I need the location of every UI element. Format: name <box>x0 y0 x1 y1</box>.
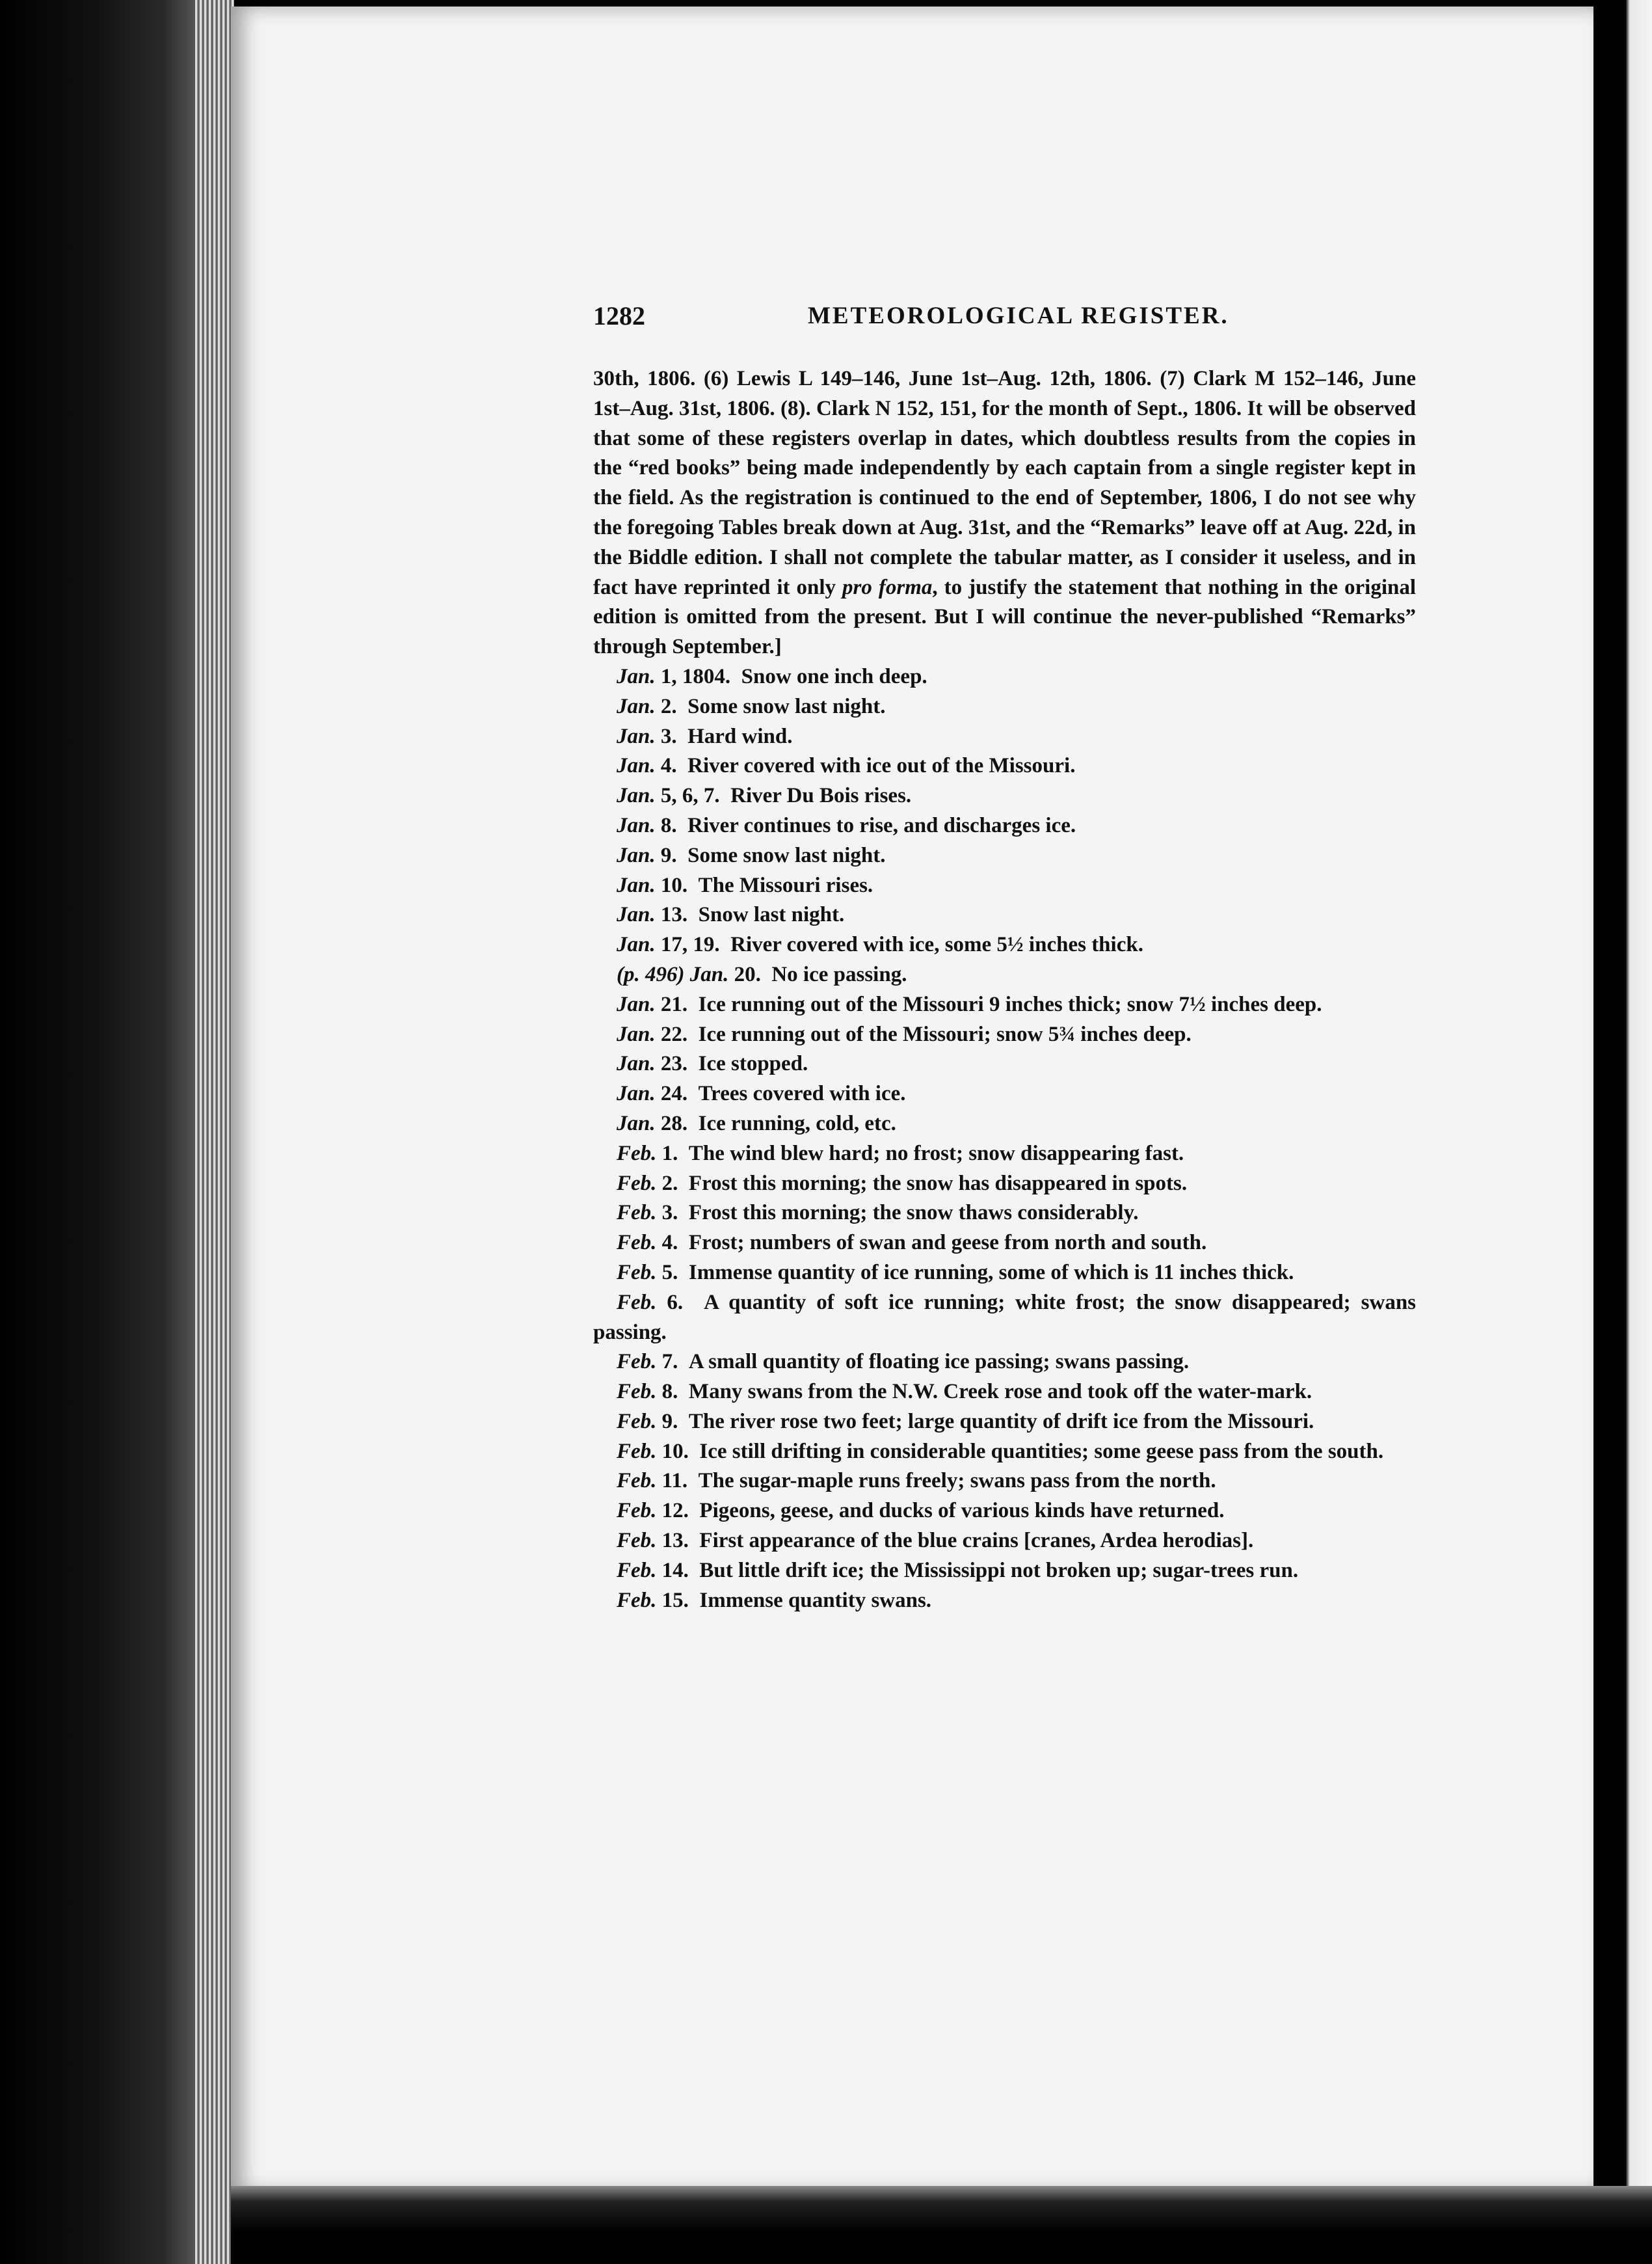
register-entry <box>593 1049 1416 1079</box>
register-entry <box>593 960 1416 990</box>
register-entry <box>593 1139 1416 1169</box>
entry-month: Feb. <box>617 1260 657 1284</box>
entry-month: Jan. <box>617 992 656 1016</box>
entry-text: But little drift ice; the Mississippi not broken up; sugar-trees run. <box>699 1558 1299 1582</box>
entry-month: Jan. <box>617 664 656 688</box>
register-entry <box>593 1258 1416 1288</box>
entry-text: A small quantity of floating ice passing; swans passing. <box>688 1350 1190 1374</box>
register-entry <box>593 930 1416 960</box>
entry-month: Jan. <box>617 873 656 897</box>
entry-day: 12. <box>661 1499 689 1523</box>
entry-day: 10. <box>661 1439 689 1463</box>
entry-text: Pigeons, geese, and ducks of various kinds have returned. <box>699 1499 1225 1523</box>
entry-text: The wind blew hard; no frost; snow disappearing fast. <box>688 1141 1184 1165</box>
register-entries <box>593 662 1416 1616</box>
entry-day: 2. <box>660 694 677 718</box>
entry-day: 14. <box>661 1558 689 1582</box>
entry-day: 8. <box>660 813 677 837</box>
bottom-shadow <box>231 2186 1652 2264</box>
register-entry <box>593 751 1416 781</box>
entry-month: Jan. <box>617 843 656 867</box>
register-entry <box>593 1020 1416 1050</box>
entry-text: Immense quantity swans. <box>699 1588 932 1612</box>
register-entry <box>593 990 1416 1020</box>
entry-day: 7. <box>661 1350 678 1374</box>
entry-day: 11. <box>661 1469 688 1493</box>
intro-text-end: , to justify the statement that nothing in the original edition is omitted from the present. But I will continue the never-published “Remarks” through September.] <box>593 575 1417 659</box>
entry-month: Jan. <box>689 962 729 986</box>
entry-day: 1, 1804. <box>660 664 731 688</box>
running-head: METEOROLOGICAL REGISTER. <box>808 303 1229 329</box>
entry-day: 24. <box>660 1082 688 1106</box>
entry-day: 5, 6, 7. <box>660 784 720 808</box>
entry-text: Ice running out of the Missouri; snow 5¾ inches deep. <box>698 1022 1192 1046</box>
entry-text: River continues to rise, and discharges ice. <box>687 813 1076 837</box>
register-entry <box>593 841 1416 871</box>
register-entry <box>593 811 1416 841</box>
entry-month: Feb. <box>617 1350 657 1374</box>
entry-day: 10. <box>660 873 688 897</box>
entry-day: 20. <box>734 962 761 986</box>
entry-month: Feb. <box>617 1588 657 1612</box>
entry-month: Feb. <box>617 1171 657 1195</box>
register-entry <box>593 662 1416 692</box>
entry-day: 2. <box>661 1171 678 1195</box>
facing-page-edge <box>1593 0 1652 2264</box>
entry-month: Feb. <box>617 1380 657 1404</box>
entry-month: Feb. <box>617 1201 657 1225</box>
register-entry <box>593 1586 1416 1616</box>
entry-text: River covered with ice out of the Missouri. <box>687 754 1076 778</box>
entry-text: No ice passing. <box>771 962 907 986</box>
entry-day: 22. <box>660 1022 688 1046</box>
register-entry <box>593 722 1416 752</box>
entry-day: 9. <box>661 1409 678 1433</box>
entry-day: 1. <box>661 1141 678 1165</box>
entry-day: 9. <box>660 843 677 867</box>
entry-text: Immense quantity of ice running, some of which is 11 inches thick. <box>688 1260 1294 1284</box>
register-entry <box>593 1288 1416 1348</box>
entry-text: Frost; numbers of swan and geese from north and south. <box>688 1231 1207 1255</box>
entry-text: Some snow last night. <box>687 843 886 867</box>
register-entry <box>593 1466 1416 1496</box>
entry-day: 6. <box>667 1290 684 1314</box>
entry-month: Jan. <box>617 1022 656 1046</box>
intro-paragraph <box>593 364 1416 662</box>
entry-text: Frost this morning; the snow thaws considerably. <box>688 1201 1139 1225</box>
entry-day: 28. <box>660 1111 688 1135</box>
entry-day: 15. <box>661 1588 689 1612</box>
entry-text: Some snow last night. <box>687 694 886 718</box>
entry-text: River Du Bois rises. <box>730 784 912 808</box>
register-entry <box>593 1198 1416 1228</box>
page-edges <box>195 0 234 2264</box>
entry-text: The river rose two feet; large quantity of drift ice from the Missouri. <box>688 1409 1314 1433</box>
register-entry <box>593 1526 1416 1556</box>
entry-month: Feb. <box>617 1141 657 1165</box>
entry-text: Frost this morning; the snow has disappeared in spots. <box>688 1171 1188 1195</box>
entry-month: Jan. <box>617 754 656 778</box>
entry-month: Jan. <box>617 933 656 957</box>
entry-day: 3. <box>661 1201 678 1225</box>
entry-text: The sugar-maple runs freely; swans pass from the north. <box>698 1469 1216 1493</box>
entry-day: 3. <box>660 724 677 748</box>
entry-month: Jan. <box>617 1082 656 1106</box>
entry-month: Feb. <box>617 1439 657 1463</box>
entry-text: River covered with ice, some 5½ inches thick. <box>730 933 1143 957</box>
entry-day: 13. <box>660 903 688 927</box>
entry-text: First appearance of the blue crains [cranes, Ardea herodias]. <box>699 1529 1254 1553</box>
register-entry <box>593 1407 1416 1437</box>
page-reference: (p. 496) <box>617 962 685 986</box>
entry-month: Jan. <box>617 1052 656 1076</box>
register-entry <box>593 1437 1416 1467</box>
entry-day: 17, 19. <box>660 933 720 957</box>
register-entry <box>593 1377 1416 1407</box>
register-entry <box>593 1109 1416 1139</box>
page-number: 1282 <box>593 301 645 330</box>
register-entry <box>593 1347 1416 1377</box>
entry-day: 13. <box>661 1529 689 1553</box>
entry-text: Ice still drifting in considerable quantities; some geese pass from the south. <box>699 1439 1384 1463</box>
entry-text: The Missouri rises. <box>698 873 873 897</box>
entry-month: Jan. <box>617 903 656 927</box>
register-entry <box>593 1556 1416 1586</box>
entry-day: 21. <box>660 992 688 1016</box>
register-entry <box>593 1169 1416 1199</box>
entry-day: 4. <box>661 1231 678 1255</box>
entry-day: 5. <box>661 1260 678 1284</box>
entry-text: Many swans from the N.W. Creek rose and took off the water-mark. <box>688 1380 1312 1404</box>
entry-month: Feb. <box>617 1558 657 1582</box>
entry-text: Snow one inch deep. <box>741 664 927 688</box>
entry-month: Feb. <box>617 1409 657 1433</box>
register-entry <box>593 1228 1416 1258</box>
entry-month: Jan. <box>617 813 656 837</box>
entry-month: Feb. <box>617 1231 657 1255</box>
entry-month: Feb. <box>617 1290 657 1314</box>
entry-text: A quantity of soft ice running; white frost; the snow disappeared; swans passing. <box>593 1290 1417 1344</box>
register-entry <box>593 1496 1416 1526</box>
entry-month: Feb. <box>617 1469 657 1493</box>
entry-month: Feb. <box>617 1499 657 1523</box>
entry-day: 23. <box>660 1052 688 1076</box>
register-entry <box>593 1079 1416 1109</box>
entry-month: Jan. <box>617 724 656 748</box>
entry-text: Hard wind. <box>687 724 793 748</box>
entry-text: Ice stopped. <box>698 1052 808 1076</box>
entry-day: 8. <box>661 1380 678 1404</box>
entry-text: Ice running, cold, etc. <box>698 1111 896 1135</box>
page-body <box>593 364 1416 1615</box>
entry-month: Feb. <box>617 1529 657 1553</box>
entry-month: Jan. <box>617 784 656 808</box>
entry-text: Trees covered with ice. <box>698 1082 906 1106</box>
register-entry <box>593 900 1416 930</box>
entry-day: 4. <box>660 754 677 778</box>
entry-text: Snow last night. <box>698 903 845 927</box>
intro-italic: pro forma <box>842 575 933 599</box>
intro-text: 30th, 1806. (6) Lewis L 149–146, June 1st–Aug. 12th, 1806. (7) Clark M 152–146, June 1st–Aug. 31st, 1806. (8). Clark N 152, 151, for the month of Sept., 1806. It will be observed that some of these registers overlap in dates, which doubtless results from the copies in the “red books” being made independently by each captain from a single register kept in the field. As the registration is continued to the end of September, 1806, I do not see why the foregoing Tables break down at Aug. 31st, and the “Remarks” leave off at Aug. 22d, in the Biddle edition. I shall not complete the tabular matter, as I consider it useless, and in fact have reprinted it only <box>593 367 1416 599</box>
entry-month: Jan. <box>617 1111 656 1135</box>
entry-text: Ice running out of the Missouri 9 inches thick; snow 7½ inches deep. <box>698 992 1322 1016</box>
register-entry <box>593 692 1416 722</box>
register-entry <box>593 871 1416 901</box>
entry-month: Jan. <box>617 694 656 718</box>
page-header <box>593 301 1263 340</box>
register-entry <box>593 781 1416 811</box>
